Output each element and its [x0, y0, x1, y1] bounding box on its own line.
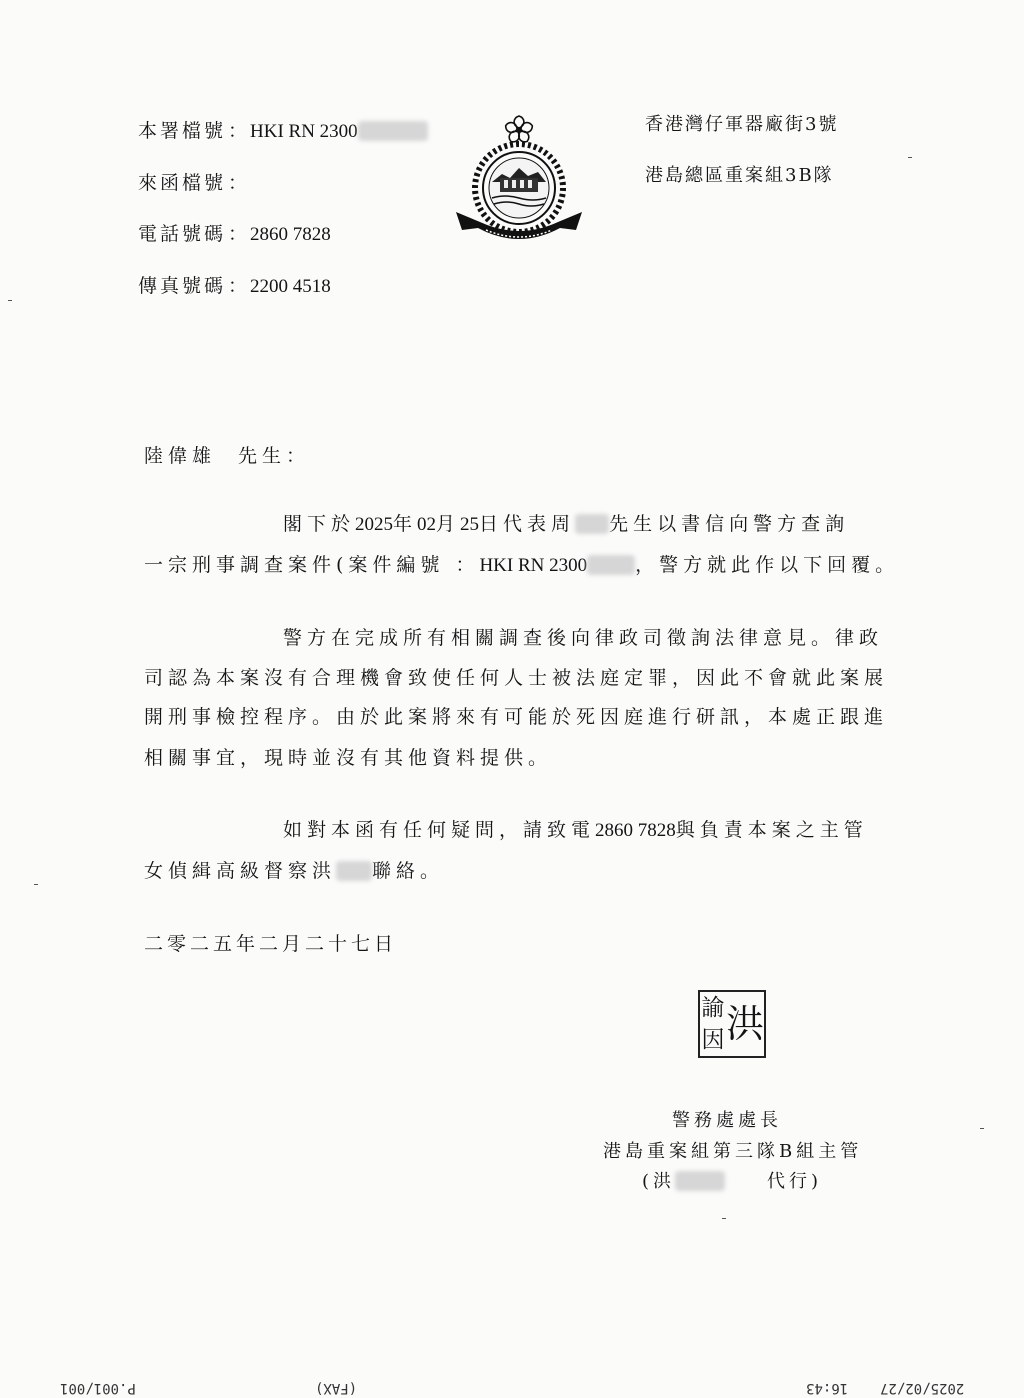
text-run: 02: [417, 514, 437, 535]
file-ref-label: 本署檔號: [138, 120, 227, 142]
text-run: 月: [436, 513, 461, 535]
p2-line-3: 開刑事檢控程序。由於此案將來有可能於死因庭進行研訊，本處正跟進: [144, 706, 889, 728]
tel-row: [138, 219, 331, 246]
redaction: [675, 1171, 725, 1191]
seal-char: 因: [701, 1026, 725, 1053]
fax-value: 2200 4518: [250, 276, 331, 297]
text-run: 如對本函有任何疑問，請致電: [283, 819, 596, 841]
fax-date: 2025/02/27: [880, 1380, 965, 1396]
signature-title: 警務處處長: [672, 1110, 782, 1131]
address-line-1: 香港灣仔軍器廠街3號: [645, 114, 839, 135]
text-run: 2860 7828: [595, 820, 676, 841]
p3-line-1: [283, 820, 868, 841]
seal-char: 諭: [701, 994, 725, 1021]
p1-line-2: [144, 555, 899, 576]
salutation-title: 先生：: [238, 445, 311, 467]
fax-mode: (FAX): [315, 1380, 358, 1396]
scan-speck: [908, 157, 912, 158]
salutation-name: 陸偉雄: [144, 445, 217, 467]
scan-speck: [34, 884, 38, 885]
scan-speck: [980, 1128, 984, 1129]
colon: ：: [228, 172, 251, 194]
text-run: 先生以書信向警方查詢: [609, 513, 850, 535]
text-run: HKI RN 2300: [479, 555, 588, 576]
text-run: 聯絡。: [372, 860, 445, 882]
scan-speck: [722, 1218, 726, 1219]
redaction: [336, 861, 372, 881]
text-run: 閣下於: [283, 513, 356, 535]
address-line-2: 港島總區重案組3B隊: [645, 165, 834, 186]
tel-label: 電話號碼: [138, 223, 227, 245]
colon: ：: [228, 275, 251, 297]
redaction: [575, 514, 609, 534]
text-run: 25: [460, 514, 480, 535]
file-ref-value: HKI RN 2300: [250, 121, 358, 142]
seal-char: 洪: [725, 1002, 764, 1046]
name-seal: [698, 990, 766, 1058]
text-run: (洪: [642, 1171, 676, 1192]
police-emblem-icon: [452, 104, 586, 254]
text-run: 一宗刑事調查案件(案件編號 ：: [144, 554, 480, 576]
fax-time: 16:43: [806, 1380, 849, 1396]
file-ref-row: [138, 116, 428, 143]
your-ref-row: [138, 168, 250, 195]
p1-line-1: [283, 514, 849, 535]
redaction: [358, 121, 428, 141]
redaction: [587, 555, 635, 575]
tel-value: 2860 7828: [250, 224, 331, 245]
p2-line-2: 司認為本案沒有合理機會致使任何人士被法庭定罪，因此不會就此案展: [144, 667, 889, 689]
text-run: 代行): [767, 1171, 823, 1192]
p3-line-2: [144, 861, 444, 881]
text-run: 2025: [355, 514, 394, 535]
your-ref-label: 來函檔號: [138, 172, 227, 194]
colon: ：: [228, 223, 251, 245]
text-run: 與負責本案之主管: [675, 819, 868, 841]
salutation: [144, 446, 310, 466]
colon: ：: [228, 120, 251, 142]
signature-signer: [642, 1167, 822, 1193]
signature-unit: 港島重案組第三隊B組主管: [603, 1141, 863, 1162]
text-run: 年: [393, 513, 418, 535]
fax-row: [138, 271, 331, 298]
scan-speck: [8, 300, 12, 301]
p2-line-4: 相關事宜，現時並沒有其他資料提供。: [144, 747, 553, 769]
fax-label: 傳真號碼: [138, 275, 227, 297]
letter-date: 二零二五年二月二十七日: [144, 933, 398, 955]
text-run: ，警方就此作以下回覆。: [635, 554, 900, 576]
p2-line-1: 警方在完成所有相關調查後向律政司徵詢法律意見。律政: [283, 627, 884, 649]
text-run: 女偵緝高級督察洪: [144, 860, 337, 882]
text-run: 日代表周: [479, 513, 576, 535]
fax-page-number: P.001/001: [60, 1380, 136, 1396]
